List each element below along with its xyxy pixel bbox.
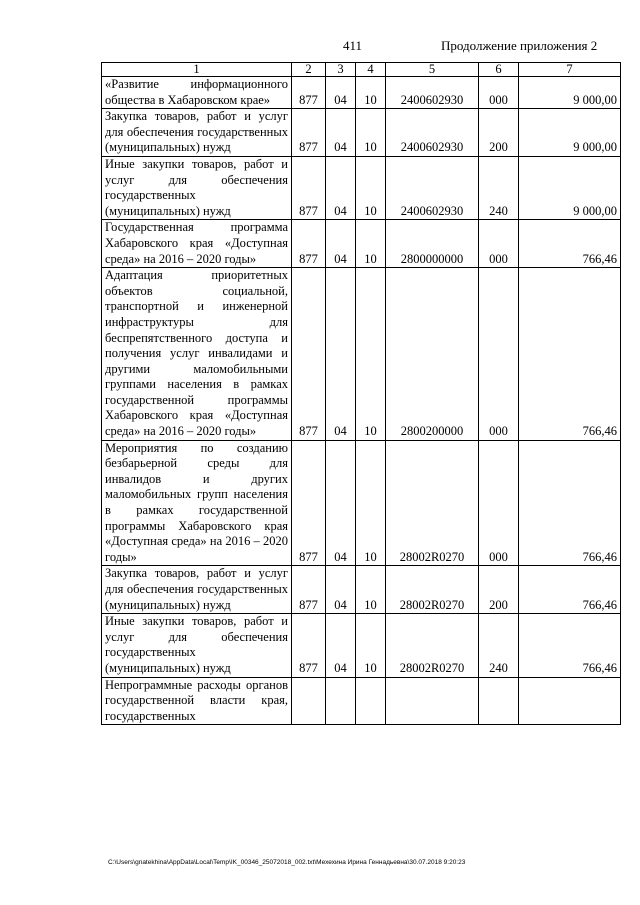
section-code: 04 [326, 614, 356, 677]
expense-type: 200 [479, 109, 519, 157]
table-row [102, 77, 621, 109]
table-row [102, 268, 621, 441]
amount: 9 000,00 [519, 77, 621, 109]
table-row [102, 156, 621, 219]
target-article: 2400602930 [386, 109, 479, 157]
subsection-code: 10 [356, 614, 386, 677]
target-article: 2800000000 [386, 220, 479, 268]
ministry-code: 877 [292, 220, 326, 268]
target-article [386, 677, 479, 725]
row-name: Непрограммные расходы органов государственной власти края, государственных [102, 677, 292, 725]
row-name: Иные закупки товаров, работ и услуг для обеспечения государственных (муниципальных) нужд [102, 614, 292, 677]
section-code: 04 [326, 440, 356, 566]
ministry-code: 877 [292, 566, 326, 614]
row-name: Мероприятия по созданию безбарьерной среды для инвалидов и других маломобильных групп населения в рамках государственной программы Хабаровского края «Доступная среда» на 2016 – 2020 годы» [102, 440, 292, 566]
amount: 9 000,00 [519, 156, 621, 219]
target-article: 2800200000 [386, 268, 479, 441]
column-header: 7 [519, 63, 621, 77]
expense-type: 000 [479, 440, 519, 566]
header-row [102, 63, 621, 77]
table-row [102, 614, 621, 677]
row-name: Адаптация приоритетных объектов социальной, транспортной и инженерной инфраструктуры для беспрепятственного доступа и получения услуг инвалидами и другими маломобильными группами населения в рамках государственной программы Хабаровского края «Доступная среда» на 2016 – 2020 годы» [102, 268, 292, 441]
expense-type: 000 [479, 77, 519, 109]
subsection-code: 10 [356, 268, 386, 441]
target-article: 28002R0270 [386, 440, 479, 566]
row-name: Иные закупки товаров, работ и услуг для обеспечения государственных (муниципальных) нужд [102, 156, 292, 219]
target-article: 2400602930 [386, 156, 479, 219]
target-article: 2400602930 [386, 77, 479, 109]
table-row [102, 109, 621, 157]
section-code: 04 [326, 109, 356, 157]
expense-type [479, 677, 519, 725]
table-row [102, 440, 621, 566]
ministry-code: 877 [292, 156, 326, 219]
table-row [102, 566, 621, 614]
file-path-footer: C:\Users\gnatekhina\AppData\Local\Temp\IK_00346_25072018_002.txt\Мехехина Ирина Геннадьевна\30.07.2018 9:20:23 [108, 859, 466, 866]
section-code: 04 [326, 268, 356, 441]
subsection-code: 10 [356, 109, 386, 157]
table-row [102, 220, 621, 268]
subsection-code: 10 [356, 566, 386, 614]
amount [519, 677, 621, 725]
column-header: 1 [102, 63, 292, 77]
section-code: 04 [326, 156, 356, 219]
ministry-code [292, 677, 326, 725]
amount: 766,46 [519, 566, 621, 614]
amount: 766,46 [519, 440, 621, 566]
subsection-code: 10 [356, 220, 386, 268]
expense-type: 000 [479, 220, 519, 268]
amount: 766,46 [519, 268, 621, 441]
section-code [326, 677, 356, 725]
column-header: 6 [479, 63, 519, 77]
expense-type: 240 [479, 614, 519, 677]
row-name: «Развитие информационного общества в Хабаровском крае» [102, 77, 292, 109]
subsection-code: 10 [356, 440, 386, 566]
section-code: 04 [326, 220, 356, 268]
target-article: 28002R0270 [386, 566, 479, 614]
budget-table [101, 62, 621, 725]
subsection-code: 10 [356, 156, 386, 219]
ministry-code: 877 [292, 109, 326, 157]
expense-type: 240 [479, 156, 519, 219]
amount: 9 000,00 [519, 109, 621, 157]
column-header: 4 [356, 63, 386, 77]
section-code: 04 [326, 77, 356, 109]
continuation-title: Продолжение приложения 2 [441, 38, 598, 53]
section-code: 04 [326, 566, 356, 614]
page-number: 411 [343, 38, 363, 53]
ministry-code: 877 [292, 614, 326, 677]
table-row [102, 677, 621, 725]
subsection-code [356, 677, 386, 725]
target-article: 28002R0270 [386, 614, 479, 677]
column-header: 5 [386, 63, 479, 77]
subsection-code: 10 [356, 77, 386, 109]
row-name: Закупка товаров, работ и услуг для обеспечения государственных (муниципальных) нужд [102, 109, 292, 157]
ministry-code: 877 [292, 268, 326, 441]
row-name: Закупка товаров, работ и услуг для обеспечения государственных (муниципальных) нужд [102, 566, 292, 614]
ministry-code: 877 [292, 77, 326, 109]
amount: 766,46 [519, 220, 621, 268]
expense-type: 200 [479, 566, 519, 614]
ministry-code: 877 [292, 440, 326, 566]
row-name: Государственная программа Хабаровского края «Доступная среда» на 2016 – 2020 годы» [102, 220, 292, 268]
column-header: 3 [326, 63, 356, 77]
expense-type: 000 [479, 268, 519, 441]
column-header: 2 [292, 63, 326, 77]
amount: 766,46 [519, 614, 621, 677]
